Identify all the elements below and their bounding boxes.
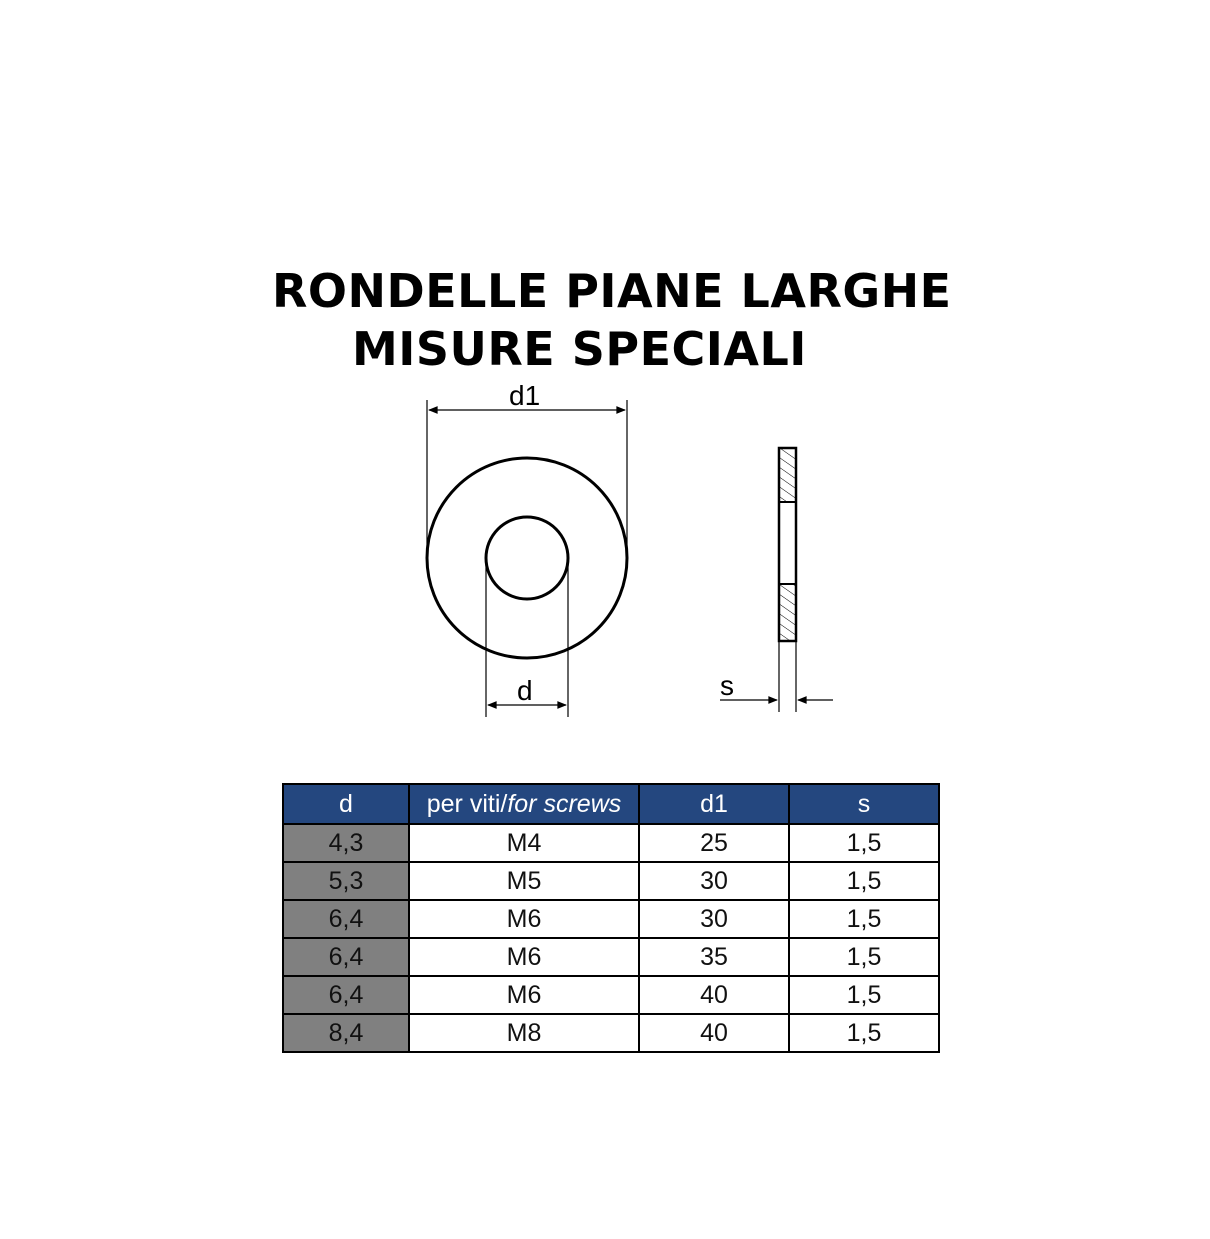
header-screws-en: for screws <box>507 789 622 818</box>
title-line-1: RONDELLE PIANE LARGHE <box>272 264 952 318</box>
cell-d: 6,4 <box>283 900 409 938</box>
cell-screw: M5 <box>409 862 639 900</box>
cell-screw: M6 <box>409 938 639 976</box>
cell-screw: M6 <box>409 900 639 938</box>
washer-inner-circle <box>486 517 568 599</box>
header-screws <box>409 784 639 824</box>
table-row <box>283 976 939 1014</box>
header-screws-it: per viti/ <box>426 789 508 818</box>
cell-d1: 35 <box>639 938 789 976</box>
cell-s: 1,5 <box>789 862 939 900</box>
cell-d: 5,3 <box>283 862 409 900</box>
header-d1: d1 <box>639 784 789 824</box>
cell-d1: 30 <box>639 900 789 938</box>
cell-d: 6,4 <box>283 976 409 1014</box>
header-s: s <box>789 784 939 824</box>
washer-dimensions-table <box>282 783 940 1053</box>
cell-s: 1,5 <box>789 976 939 1014</box>
cell-screw: M4 <box>409 824 639 862</box>
table-row <box>283 862 939 900</box>
cell-s: 1,5 <box>789 1014 939 1052</box>
cell-d1: 25 <box>639 824 789 862</box>
d-label: d <box>517 675 533 706</box>
cell-d: 4,3 <box>283 824 409 862</box>
s-label: s <box>720 670 734 701</box>
cell-screw: M8 <box>409 1014 639 1052</box>
d1-label: d1 <box>509 380 541 411</box>
cell-d1: 40 <box>639 976 789 1014</box>
cell-s: 1,5 <box>789 938 939 976</box>
cell-s: 1,5 <box>789 824 939 862</box>
cell-screw: M6 <box>409 976 639 1014</box>
title-line-2: MISURE SPECIALI <box>352 322 807 376</box>
table-row <box>283 900 939 938</box>
washer-outer-circle <box>427 458 627 658</box>
cell-d: 6,4 <box>283 938 409 976</box>
table-row <box>283 824 939 862</box>
cell-s: 1,5 <box>789 900 939 938</box>
header-d: d <box>283 784 409 824</box>
table-row <box>283 1014 939 1052</box>
cell-d1: 40 <box>639 1014 789 1052</box>
table-header-row <box>283 784 939 824</box>
cell-d1: 30 <box>639 862 789 900</box>
cell-d: 8,4 <box>283 1014 409 1052</box>
table-row <box>283 938 939 976</box>
